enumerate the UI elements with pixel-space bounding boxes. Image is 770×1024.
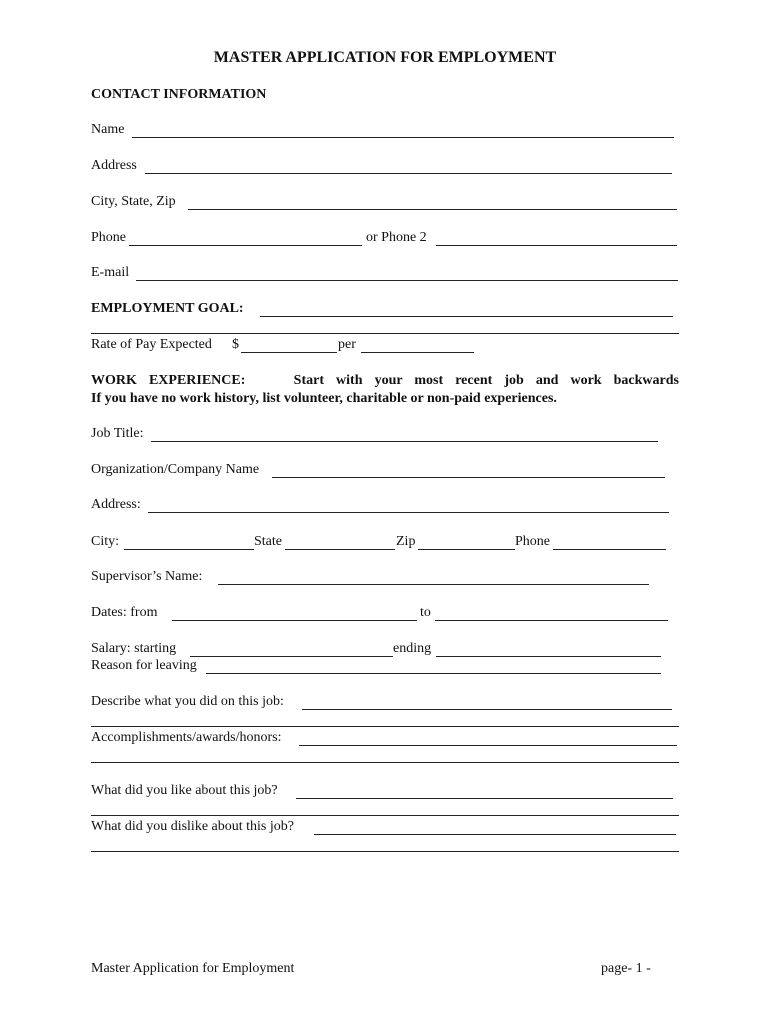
supervisor-field[interactable] (218, 584, 649, 585)
accomplishments-label: Accomplishments/awards/honors: (91, 730, 282, 745)
work-state-field[interactable] (285, 549, 395, 550)
supervisor-label: Supervisor’s Name: (91, 569, 203, 584)
describe-field[interactable] (302, 709, 672, 710)
employment-goal-field[interactable] (260, 316, 673, 317)
dollar-sign: $ (232, 337, 239, 352)
reason-field[interactable] (206, 673, 661, 674)
org-field[interactable] (272, 477, 665, 478)
like-field[interactable] (296, 798, 673, 799)
work-zip-field[interactable] (418, 549, 515, 550)
address-label: Address (91, 158, 137, 173)
city-state-zip-field[interactable] (188, 209, 677, 210)
dates-from-label: Dates: from (91, 605, 158, 620)
phone2-field[interactable] (436, 245, 677, 246)
salary-ending-label: ending (393, 641, 432, 656)
like-field-2[interactable] (91, 815, 679, 816)
dislike-label: What did you dislike about this job? (91, 819, 294, 834)
salary-ending-field[interactable] (436, 656, 661, 657)
email-label: E-mail (91, 265, 130, 280)
name-label: Name (91, 122, 125, 137)
city-state-zip-label: City, State, Zip (91, 194, 176, 209)
salary-starting-label: Salary: starting (91, 641, 177, 656)
rate-period-field[interactable] (361, 352, 474, 353)
work-city-label: City: (91, 534, 120, 549)
describe-label: Describe what you did on this job: (91, 694, 284, 709)
dates-to-field[interactable] (435, 620, 668, 621)
page-number: page- 1 - (601, 961, 651, 976)
describe-field-2[interactable] (91, 726, 679, 727)
work-instruction-1: Start with your most recent job and work backwards (293, 373, 679, 388)
org-label: Organization/Company Name (91, 462, 260, 477)
like-label: What did you like about this job? (91, 783, 278, 798)
address-field[interactable] (145, 173, 672, 174)
work-instruction-2: If you have no work history, list volunteer, charitable or non-paid experiences. (91, 391, 557, 406)
work-experience-label: WORK EXPERIENCE: (91, 373, 246, 388)
rate-of-pay-label: Rate of Pay Expected (91, 337, 212, 352)
accomplishments-field-2[interactable] (91, 762, 679, 763)
contact-heading: CONTACT INFORMATION (91, 87, 267, 102)
work-zip-label: Zip (396, 534, 416, 549)
employment-goal-field-2[interactable] (91, 333, 679, 334)
phone-field[interactable] (129, 245, 362, 246)
dates-to-label: to (420, 605, 431, 620)
salary-starting-field[interactable] (190, 656, 393, 657)
dislike-field-2[interactable] (91, 851, 679, 852)
job-title-field[interactable] (151, 441, 658, 442)
email-field[interactable] (136, 280, 678, 281)
footer-title: Master Application for Employment (91, 961, 295, 976)
phone2-label: or Phone 2 (366, 230, 427, 245)
employment-goal-label: EMPLOYMENT GOAL: (91, 301, 244, 316)
per-label: per (338, 337, 356, 352)
work-address-label: Address: (91, 497, 141, 512)
work-city-field[interactable] (124, 549, 254, 550)
work-experience-heading (91, 374, 679, 388)
job-title-label: Job Title: (91, 426, 144, 441)
work-address-field[interactable] (148, 512, 669, 513)
dislike-field[interactable] (314, 834, 676, 835)
page-title: MASTER APPLICATION FOR EMPLOYMENT (213, 49, 557, 66)
work-phone-field[interactable] (553, 549, 666, 550)
work-phone-label: Phone (515, 534, 550, 549)
reason-label: Reason for leaving (91, 658, 197, 673)
accomplishments-field[interactable] (299, 745, 677, 746)
rate-amount-field[interactable] (241, 352, 337, 353)
dates-from-field[interactable] (172, 620, 417, 621)
name-field[interactable] (132, 137, 674, 138)
phone-label: Phone (91, 230, 126, 245)
work-state-label: State (254, 534, 282, 549)
